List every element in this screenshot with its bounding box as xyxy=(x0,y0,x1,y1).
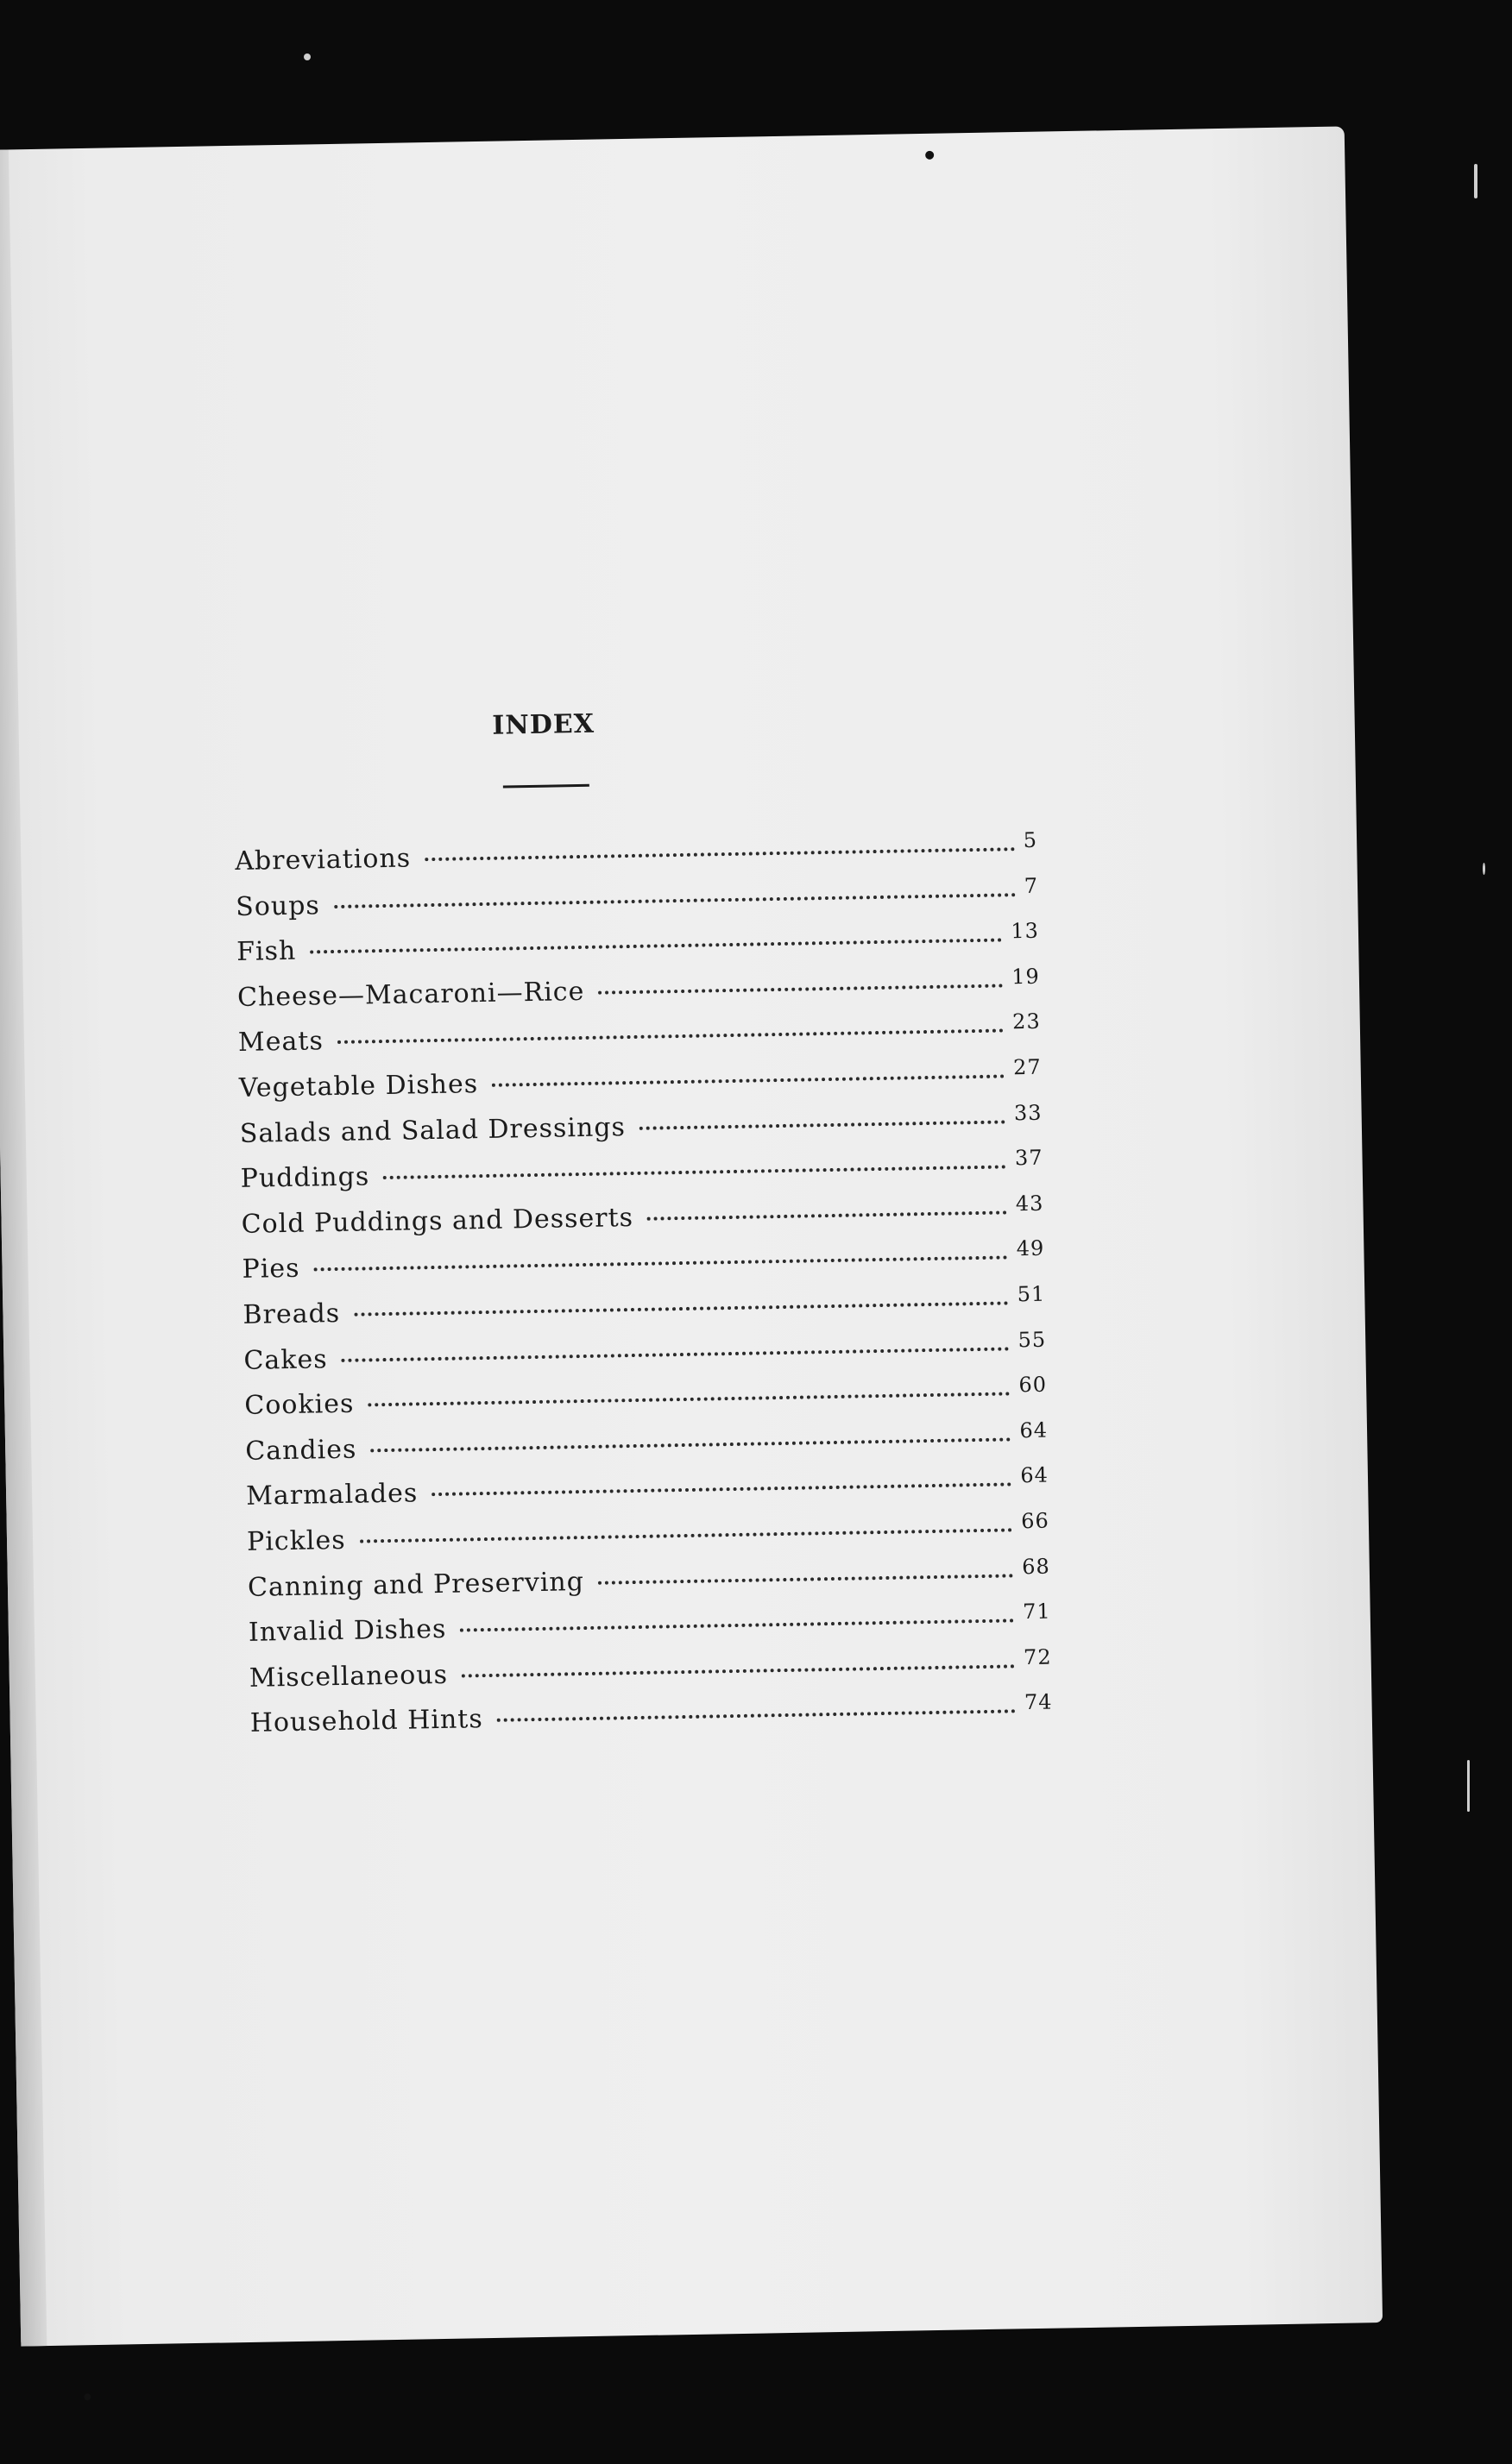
index-content xyxy=(232,701,1062,1754)
entry-page-number: 5 xyxy=(1023,827,1038,853)
entry-page-number: 51 xyxy=(1017,1281,1046,1307)
entry-label: Miscellaneous xyxy=(249,1659,449,1694)
entry-label: Salads and Salad Dressings xyxy=(239,1111,627,1149)
dot-leader xyxy=(334,893,1016,908)
dot-leader xyxy=(497,1710,1016,1722)
entry-label: Cookies xyxy=(244,1388,355,1422)
dot-leader xyxy=(598,984,1003,994)
dot-leader xyxy=(460,1619,1014,1631)
entry-label: Cheese—Macaroni—Rice xyxy=(236,976,585,1013)
dot-leader xyxy=(360,1528,1013,1543)
dot-leader xyxy=(462,1664,1015,1677)
entry-page-number: 60 xyxy=(1018,1372,1048,1398)
entry-page-number: 72 xyxy=(1023,1644,1052,1669)
dot-leader xyxy=(354,1301,1009,1316)
entry-page-number: 27 xyxy=(1012,1054,1042,1080)
entry-page-number: 71 xyxy=(1022,1599,1051,1625)
entry-label: Abreviations xyxy=(235,843,412,877)
entry-label: Invalid Dishes xyxy=(248,1613,447,1648)
entry-page-number: 7 xyxy=(1024,873,1039,898)
entry-label: Marmalades xyxy=(245,1478,419,1512)
entry-label: Cold Puddings and Desserts xyxy=(241,1202,634,1240)
entry-label: Pickles xyxy=(246,1524,346,1557)
page-speck xyxy=(84,2393,91,2400)
entry-page-number: 19 xyxy=(1011,964,1041,990)
entry-page-number: 64 xyxy=(1019,1417,1049,1443)
dot-leader xyxy=(432,1483,1011,1497)
scan-speck xyxy=(304,53,311,60)
dot-leader xyxy=(492,1074,1005,1086)
entry-page-number: 74 xyxy=(1024,1689,1053,1715)
dot-leader xyxy=(598,1574,1014,1584)
dot-leader xyxy=(647,1210,1007,1220)
entry-page-number: 43 xyxy=(1015,1191,1044,1216)
scan-speck xyxy=(1483,863,1485,875)
dot-leader xyxy=(368,1392,1010,1407)
dot-leader xyxy=(370,1437,1011,1452)
dot-leader xyxy=(310,939,1002,954)
entry-label: Pies xyxy=(242,1254,300,1285)
entry-page-number: 49 xyxy=(1016,1236,1045,1261)
entry-label: Meats xyxy=(237,1026,324,1059)
entry-page-number: 66 xyxy=(1021,1508,1050,1534)
entry-page-number: 37 xyxy=(1014,1145,1043,1171)
entry-page-number: 68 xyxy=(1021,1554,1050,1579)
entry-label: Fish xyxy=(236,935,297,968)
entry-label: Soups xyxy=(235,889,321,922)
entry-label: Candies xyxy=(244,1434,357,1467)
entry-label: Canning and Preserving xyxy=(247,1566,585,1603)
scan-speck xyxy=(1467,1760,1470,1812)
entry-label: Household Hints xyxy=(249,1704,483,1739)
entry-label: Puddings xyxy=(240,1161,370,1195)
page-spine-edge xyxy=(0,149,47,2346)
dot-leader xyxy=(314,1256,1008,1272)
entry-page-number: 55 xyxy=(1017,1327,1047,1352)
index-list xyxy=(235,827,1062,1754)
book-page xyxy=(0,126,1383,2346)
index-title: INDEX xyxy=(492,708,595,741)
entry-label: Cakes xyxy=(243,1343,328,1376)
entry-page-number: 64 xyxy=(1020,1462,1049,1488)
title-underline xyxy=(503,784,589,789)
entry-label: Vegetable Dishes xyxy=(238,1069,479,1103)
page-speck xyxy=(925,151,934,160)
scan-speck xyxy=(1474,164,1477,198)
entry-page-number: 33 xyxy=(1013,1100,1043,1125)
dot-leader xyxy=(425,847,1015,861)
dot-leader xyxy=(337,1029,1005,1044)
dot-leader xyxy=(383,1166,1006,1180)
dot-leader xyxy=(342,1347,1010,1362)
dot-leader xyxy=(639,1120,1005,1129)
entry-page-number: 13 xyxy=(1011,918,1040,944)
entry-label: Breads xyxy=(243,1298,341,1330)
entry-page-number: 23 xyxy=(1011,1009,1041,1034)
